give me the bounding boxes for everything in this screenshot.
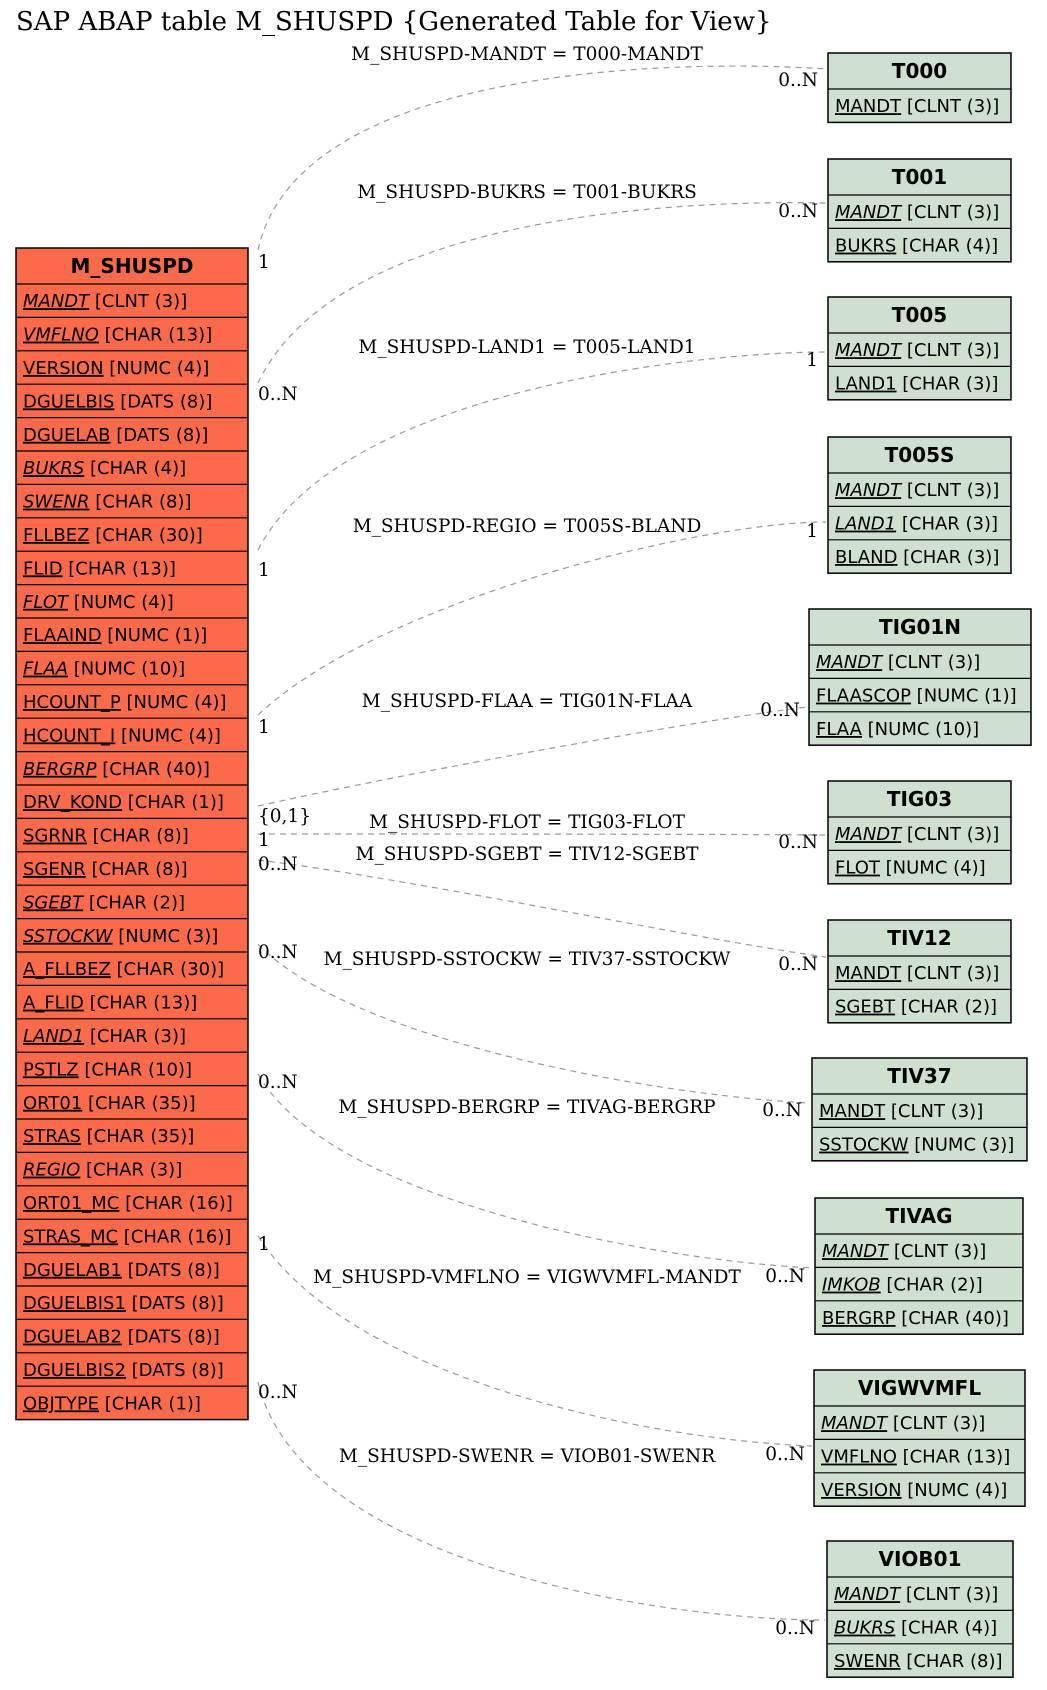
field-type: [CHAR (1)] <box>99 1393 201 1415</box>
table-field-swenr <box>834 1651 1003 1672</box>
field-type: [CHAR (30)] <box>110 959 225 981</box>
field-type: [CHAR (13)] <box>62 558 176 580</box>
field-name: FLLBEZ <box>23 525 90 546</box>
relation-m-shuspd-swenr-viob01-swenr <box>258 1382 825 1639</box>
field-name: SGENR <box>23 859 86 880</box>
field-type: [NUMC (10)] <box>68 658 186 680</box>
table-field-bergrp <box>23 759 210 780</box>
table-field-land1 <box>835 374 998 395</box>
field-name: LAND1 <box>23 1026 85 1047</box>
table-field-land1 <box>835 514 998 535</box>
relation-line <box>258 860 826 957</box>
field-type: [DATS (8)] <box>125 1293 224 1315</box>
field-type: [DATS (8)] <box>110 424 209 446</box>
field-name: FLID <box>23 558 63 580</box>
field-type: [CHAR (13)] <box>98 324 213 346</box>
field-name: SSTOCKW <box>23 925 113 947</box>
field-name: SWENR <box>834 1651 901 1672</box>
field-type: [NUMC (10)] <box>861 719 980 740</box>
field-type: [CHAR (8)] <box>86 825 189 847</box>
field-name: DGUELAB2 <box>23 1326 122 1348</box>
field-type: [CLNT (3)] <box>901 96 1000 118</box>
table-m-shuspd <box>16 248 248 1420</box>
field-name: DRV_KOND <box>23 792 123 814</box>
field-type: [CHAR (1)] <box>122 792 224 814</box>
relation-m-shuspd-vmflno-vigwvmfl-mandt <box>258 1234 812 1465</box>
relation-label: M_SHUSPD-BERGRP = TIVAG-BERGRP <box>338 1097 716 1118</box>
field-type: [CLNT (3)] <box>885 1101 984 1123</box>
field-name: BUKRS <box>835 235 897 257</box>
field-name: BUKRS <box>834 1617 896 1639</box>
table-field-land1 <box>23 1026 186 1047</box>
field-name: MANDT <box>835 202 902 224</box>
diagram-title: SAP ABAP table M_SHUSPD {Generated Table for View} <box>16 7 772 37</box>
field-type: [CHAR (40)] <box>96 758 210 780</box>
field-name: BLAND <box>835 547 898 568</box>
source-cardinality: 1 <box>258 252 270 273</box>
relation-label: M_SHUSPD-VMFLNO = VIGWVMFL-MANDT <box>313 1267 741 1288</box>
field-name: FLAA <box>23 658 69 680</box>
target-cardinality: 0..N <box>760 700 800 721</box>
field-type: [DATS (8)] <box>121 1326 220 1348</box>
target-cardinality: 0..N <box>778 70 818 91</box>
field-name: VERSION <box>23 358 104 379</box>
field-name: FLOT <box>23 591 68 613</box>
field-name: FLAAIND <box>23 625 102 647</box>
field-type: [CLNT (3)] <box>882 652 981 674</box>
field-type: [CHAR (8)] <box>89 491 192 513</box>
main-table-m-shuspd <box>16 248 248 1420</box>
field-type: [NUMC (4)] <box>68 591 174 613</box>
table-field-fllbez <box>23 525 203 546</box>
table-t000 <box>828 53 1011 122</box>
field-type: [NUMC (1)] <box>910 685 1017 707</box>
table-tiv37 <box>812 1058 1027 1161</box>
field-name: PSTLZ <box>23 1059 79 1081</box>
field-type: [NUMC (4)] <box>115 725 221 747</box>
field-type: [CLNT (3)] <box>888 1241 987 1263</box>
field-type: [DATS (8)] <box>114 391 213 413</box>
field-name: STRAS <box>23 1126 81 1148</box>
relation-label: M_SHUSPD-FLOT = TIG03-FLOT <box>369 812 685 833</box>
table-t005 <box>828 297 1011 400</box>
field-name: HCOUNT_P <box>23 692 121 713</box>
table-field-mandt <box>835 96 999 117</box>
target-cardinality: 1 <box>806 350 818 371</box>
relation-label: M_SHUSPD-LAND1 = T005-LAND1 <box>358 337 696 358</box>
referenced-tables <box>809 53 1031 1677</box>
field-type: [NUMC (1)] <box>101 625 208 647</box>
table-field-dguelbis1 <box>23 1293 224 1314</box>
field-name: MANDT <box>835 340 902 362</box>
table-field-flaaind <box>23 625 207 646</box>
source-cardinality: 1 <box>258 717 270 738</box>
table-field-sgrnr <box>23 826 189 847</box>
table-field-ort01 <box>23 1093 196 1114</box>
field-name: SWENR <box>23 491 90 513</box>
field-type: [CHAR (4)] <box>895 1617 998 1639</box>
source-cardinality: 1 <box>258 830 270 851</box>
field-type: [NUMC (4)] <box>120 692 227 713</box>
relation-line <box>258 834 826 835</box>
table-name: TIVAG <box>885 1204 953 1228</box>
field-name: A_FLLBEZ <box>23 959 111 981</box>
table-name: TIG01N <box>878 615 962 639</box>
relation-label: M_SHUSPD-FLAA = TIG01N-FLAA <box>361 691 693 712</box>
relation-line <box>258 522 826 715</box>
field-type: [DATS (8)] <box>121 1259 220 1281</box>
table-name: VIGWVMFL <box>857 1376 982 1400</box>
field-name: MANDT <box>835 824 902 846</box>
field-type: [CHAR (16)] <box>119 1193 233 1214</box>
table-field-bergrp <box>822 1308 1009 1329</box>
table-field-hcount-p <box>23 692 227 713</box>
relation-label: M_SHUSPD-SWENR = VIOB01-SWENR <box>338 1446 716 1467</box>
table-field-version <box>821 1480 1007 1501</box>
field-name: MANDT <box>822 1241 889 1263</box>
field-name: DGUELAB1 <box>23 1259 122 1281</box>
table-viob01 <box>827 1541 1013 1677</box>
field-type: [CHAR (35)] <box>82 1092 196 1114</box>
table-field-bukrs <box>23 458 186 479</box>
table-field-flot <box>23 592 174 613</box>
table-field-flaa <box>23 659 185 680</box>
field-name: FLAASCOP <box>816 685 911 707</box>
table-field-mandt <box>821 1413 985 1434</box>
field-type: [CHAR (13)] <box>896 1446 1011 1468</box>
table-t001 <box>828 159 1011 262</box>
table-field-drv-kond <box>23 792 224 813</box>
target-cardinality: 0..N <box>762 1100 802 1121</box>
field-type: [CHAR (30)] <box>89 525 203 546</box>
table-field-mandt <box>835 963 999 984</box>
table-field-imkob <box>822 1275 983 1296</box>
source-cardinality: 1 <box>258 1234 270 1255</box>
table-tiv12 <box>828 920 1011 1023</box>
table-name: TIG03 <box>886 787 953 811</box>
field-name: STRAS_MC <box>23 1226 119 1248</box>
field-name: MANDT <box>835 96 902 118</box>
table-field-mandt <box>835 480 999 501</box>
field-type: [CHAR (13)] <box>83 992 198 1014</box>
field-type: [CHAR (3)] <box>897 547 1000 568</box>
target-cardinality: 1 <box>806 521 818 542</box>
table-name: TIV37 <box>887 1064 952 1088</box>
relation-label: M_SHUSPD-BUKRS = T001-BUKRS <box>357 182 697 203</box>
table-field-flaa <box>816 719 979 740</box>
relation-m-shuspd-bergrp-tivag-bergrp <box>258 1072 813 1287</box>
field-type: [CHAR (2)] <box>880 1274 983 1296</box>
field-name: SGEBT <box>23 892 84 914</box>
source-cardinality: 0..N <box>258 854 298 875</box>
field-type: [CLNT (3)] <box>901 340 1000 362</box>
field-name: A_FLID <box>23 992 84 1014</box>
table-field-mandt <box>822 1241 986 1262</box>
table-field-flid <box>23 558 176 579</box>
field-name: VMFLNO <box>23 324 99 346</box>
field-name: BUKRS <box>23 458 85 480</box>
field-type: [CLNT (3)] <box>901 824 1000 846</box>
table-t005s <box>828 437 1011 573</box>
field-type: [NUMC (4)] <box>103 358 210 379</box>
source-cardinality: 0..N <box>258 384 298 405</box>
field-name: VERSION <box>821 1480 902 1501</box>
table-name: T001 <box>891 165 948 189</box>
field-name: FLAA <box>816 719 862 740</box>
field-type: [CHAR (2)] <box>895 996 998 1018</box>
field-type: [CHAR (3)] <box>84 1026 187 1047</box>
field-type: [CHAR (4)] <box>84 458 187 480</box>
table-field-stras <box>23 1126 194 1147</box>
relation-m-shuspd-land1-t005-land1 <box>258 337 826 581</box>
table-tig03 <box>828 781 1011 884</box>
table-field-flaascop <box>816 686 1017 707</box>
table-tivag <box>815 1198 1023 1334</box>
field-type: [NUMC (4)] <box>901 1480 1008 1501</box>
field-type: [NUMC (4)] <box>879 857 986 879</box>
field-type: [CHAR (3)] <box>896 513 999 535</box>
field-type: [NUMC (3)] <box>908 1134 1015 1156</box>
field-name: REGIO <box>23 1159 81 1181</box>
field-name: SSTOCKW <box>819 1134 909 1156</box>
source-cardinality: {0,1} <box>258 806 311 827</box>
relation-connectors <box>258 44 826 1639</box>
target-cardinality: 0..N <box>778 954 818 975</box>
field-type: [CHAR (3)] <box>896 373 999 395</box>
field-type: [NUMC (3)] <box>112 925 219 947</box>
source-cardinality: 0..N <box>258 1382 298 1403</box>
table-field-a-flid <box>23 993 197 1014</box>
table-field-dguelbis2 <box>23 1360 224 1381</box>
table-field-stras-mc <box>23 1226 231 1247</box>
relation-m-shuspd-bukrs-t001-bukrs <box>258 182 826 405</box>
field-name: DGUELBIS1 <box>23 1293 126 1315</box>
field-name: DGUELAB <box>23 424 111 446</box>
relation-m-shuspd-sstockw-tiv37-sstockw <box>258 942 810 1121</box>
table-field-mandt <box>819 1101 983 1122</box>
table-field-bukrs <box>834 1618 997 1639</box>
table-field-mandt <box>835 824 999 845</box>
table-field-mandt <box>835 202 999 223</box>
field-name: DGUELBIS2 <box>23 1360 126 1381</box>
table-field-bland <box>835 547 999 568</box>
field-name: ORT01 <box>23 1092 83 1114</box>
table-tig01n <box>809 609 1031 745</box>
relation-line <box>258 707 807 806</box>
table-vigwvmfl <box>814 1370 1025 1506</box>
field-name: LAND1 <box>835 373 897 395</box>
field-type: [CLNT (3)] <box>900 1584 999 1606</box>
field-type: [CLNT (3)] <box>887 1413 986 1435</box>
relation-line <box>258 1382 825 1620</box>
table-field-sgebt <box>23 892 185 913</box>
field-name: MANDT <box>835 480 902 502</box>
field-name: SGRNR <box>23 825 87 847</box>
table-field-sstockw <box>819 1135 1014 1156</box>
table-field-objtype <box>23 1393 201 1414</box>
source-cardinality: 1 <box>258 560 270 581</box>
field-name: ORT01_MC <box>23 1193 120 1214</box>
field-type: [CLNT (3)] <box>901 480 1000 502</box>
field-name: BERGRP <box>822 1308 896 1329</box>
table-field-dguelab <box>23 425 208 446</box>
field-name: MANDT <box>23 291 90 313</box>
field-type: [DATS (8)] <box>125 1360 224 1381</box>
field-type: [CHAR (3)] <box>80 1159 183 1181</box>
table-field-mandt <box>834 1584 998 1605</box>
field-name: HCOUNT_I <box>23 725 116 747</box>
field-name: MANDT <box>816 652 883 674</box>
field-type: [CLNT (3)] <box>89 291 188 313</box>
field-type: [CHAR (40)] <box>895 1308 1009 1329</box>
table-name: M_SHUSPD <box>70 254 194 278</box>
relation-m-shuspd-flaa-tig01n-flaa <box>258 691 807 827</box>
table-field-vmflno <box>23 325 212 346</box>
source-cardinality: 0..N <box>258 942 298 963</box>
table-field-regio <box>23 1160 182 1181</box>
field-name: IMKOB <box>822 1274 881 1296</box>
relation-label: M_SHUSPD-SGEBT = TIV12-SGEBT <box>355 844 699 865</box>
field-name: LAND1 <box>835 513 897 535</box>
source-cardinality: 0..N <box>258 1072 298 1093</box>
table-field-a-fllbez <box>23 959 224 980</box>
field-name: MANDT <box>821 1413 888 1435</box>
field-type: [CHAR (4)] <box>896 235 999 257</box>
field-type: [CHAR (2)] <box>83 892 186 914</box>
relation-label: M_SHUSPD-MANDT = T000-MANDT <box>351 44 703 65</box>
target-cardinality: 0..N <box>765 1266 805 1287</box>
relation-line <box>258 66 826 250</box>
field-type: [CHAR (16)] <box>118 1226 232 1248</box>
table-field-dguelab1 <box>23 1260 220 1281</box>
table-field-mandt <box>835 340 999 361</box>
table-field-mandt <box>816 652 980 673</box>
target-cardinality: 0..N <box>778 201 818 222</box>
table-field-version <box>23 358 209 379</box>
table-name: TIV12 <box>887 926 952 950</box>
field-name: OBJTYPE <box>23 1393 100 1415</box>
table-field-dguelab2 <box>23 1327 220 1348</box>
table-field-mandt <box>23 291 187 312</box>
table-field-swenr <box>23 492 192 513</box>
table-field-hcount-i <box>23 725 221 746</box>
table-name: T000 <box>891 59 948 83</box>
field-type: [CLNT (3)] <box>901 963 1000 985</box>
field-name: MANDT <box>835 963 902 985</box>
table-name: T005S <box>884 443 955 467</box>
field-type: [CHAR (35)] <box>80 1126 195 1148</box>
table-field-flot <box>835 858 986 879</box>
table-field-dguelbis <box>23 391 212 412</box>
field-name: SGEBT <box>835 996 896 1018</box>
table-field-sgebt <box>835 997 997 1018</box>
field-type: [CLNT (3)] <box>901 202 1000 224</box>
relation-label: M_SHUSPD-REGIO = T005S-BLAND <box>352 516 702 537</box>
field-type: [CHAR (10)] <box>78 1059 193 1081</box>
target-cardinality: 0..N <box>778 832 818 853</box>
field-type: [CHAR (8)] <box>85 859 188 880</box>
field-name: MANDT <box>834 1584 901 1606</box>
table-field-vmflno <box>821 1447 1010 1468</box>
table-field-bukrs <box>835 236 998 257</box>
table-field-sgenr <box>23 859 188 880</box>
target-cardinality: 0..N <box>775 1618 815 1639</box>
table-field-pstlz <box>23 1059 192 1080</box>
field-name: VMFLNO <box>821 1446 897 1468</box>
table-field-ort01-mc <box>23 1193 233 1214</box>
table-field-sstockw <box>23 926 218 947</box>
field-name: DGUELBIS <box>23 391 115 413</box>
target-cardinality: 0..N <box>765 1444 805 1465</box>
field-name: MANDT <box>819 1101 886 1123</box>
field-type: [CHAR (8)] <box>900 1651 1003 1672</box>
table-name: VIOB01 <box>878 1547 962 1571</box>
relation-m-shuspd-mandt-t000-mandt <box>258 44 826 273</box>
table-name: T005 <box>891 303 948 327</box>
field-name: BERGRP <box>23 758 97 780</box>
relation-label: M_SHUSPD-SSTOCKW = TIV37-SSTOCKW <box>323 949 731 970</box>
field-name: FLOT <box>835 857 880 879</box>
